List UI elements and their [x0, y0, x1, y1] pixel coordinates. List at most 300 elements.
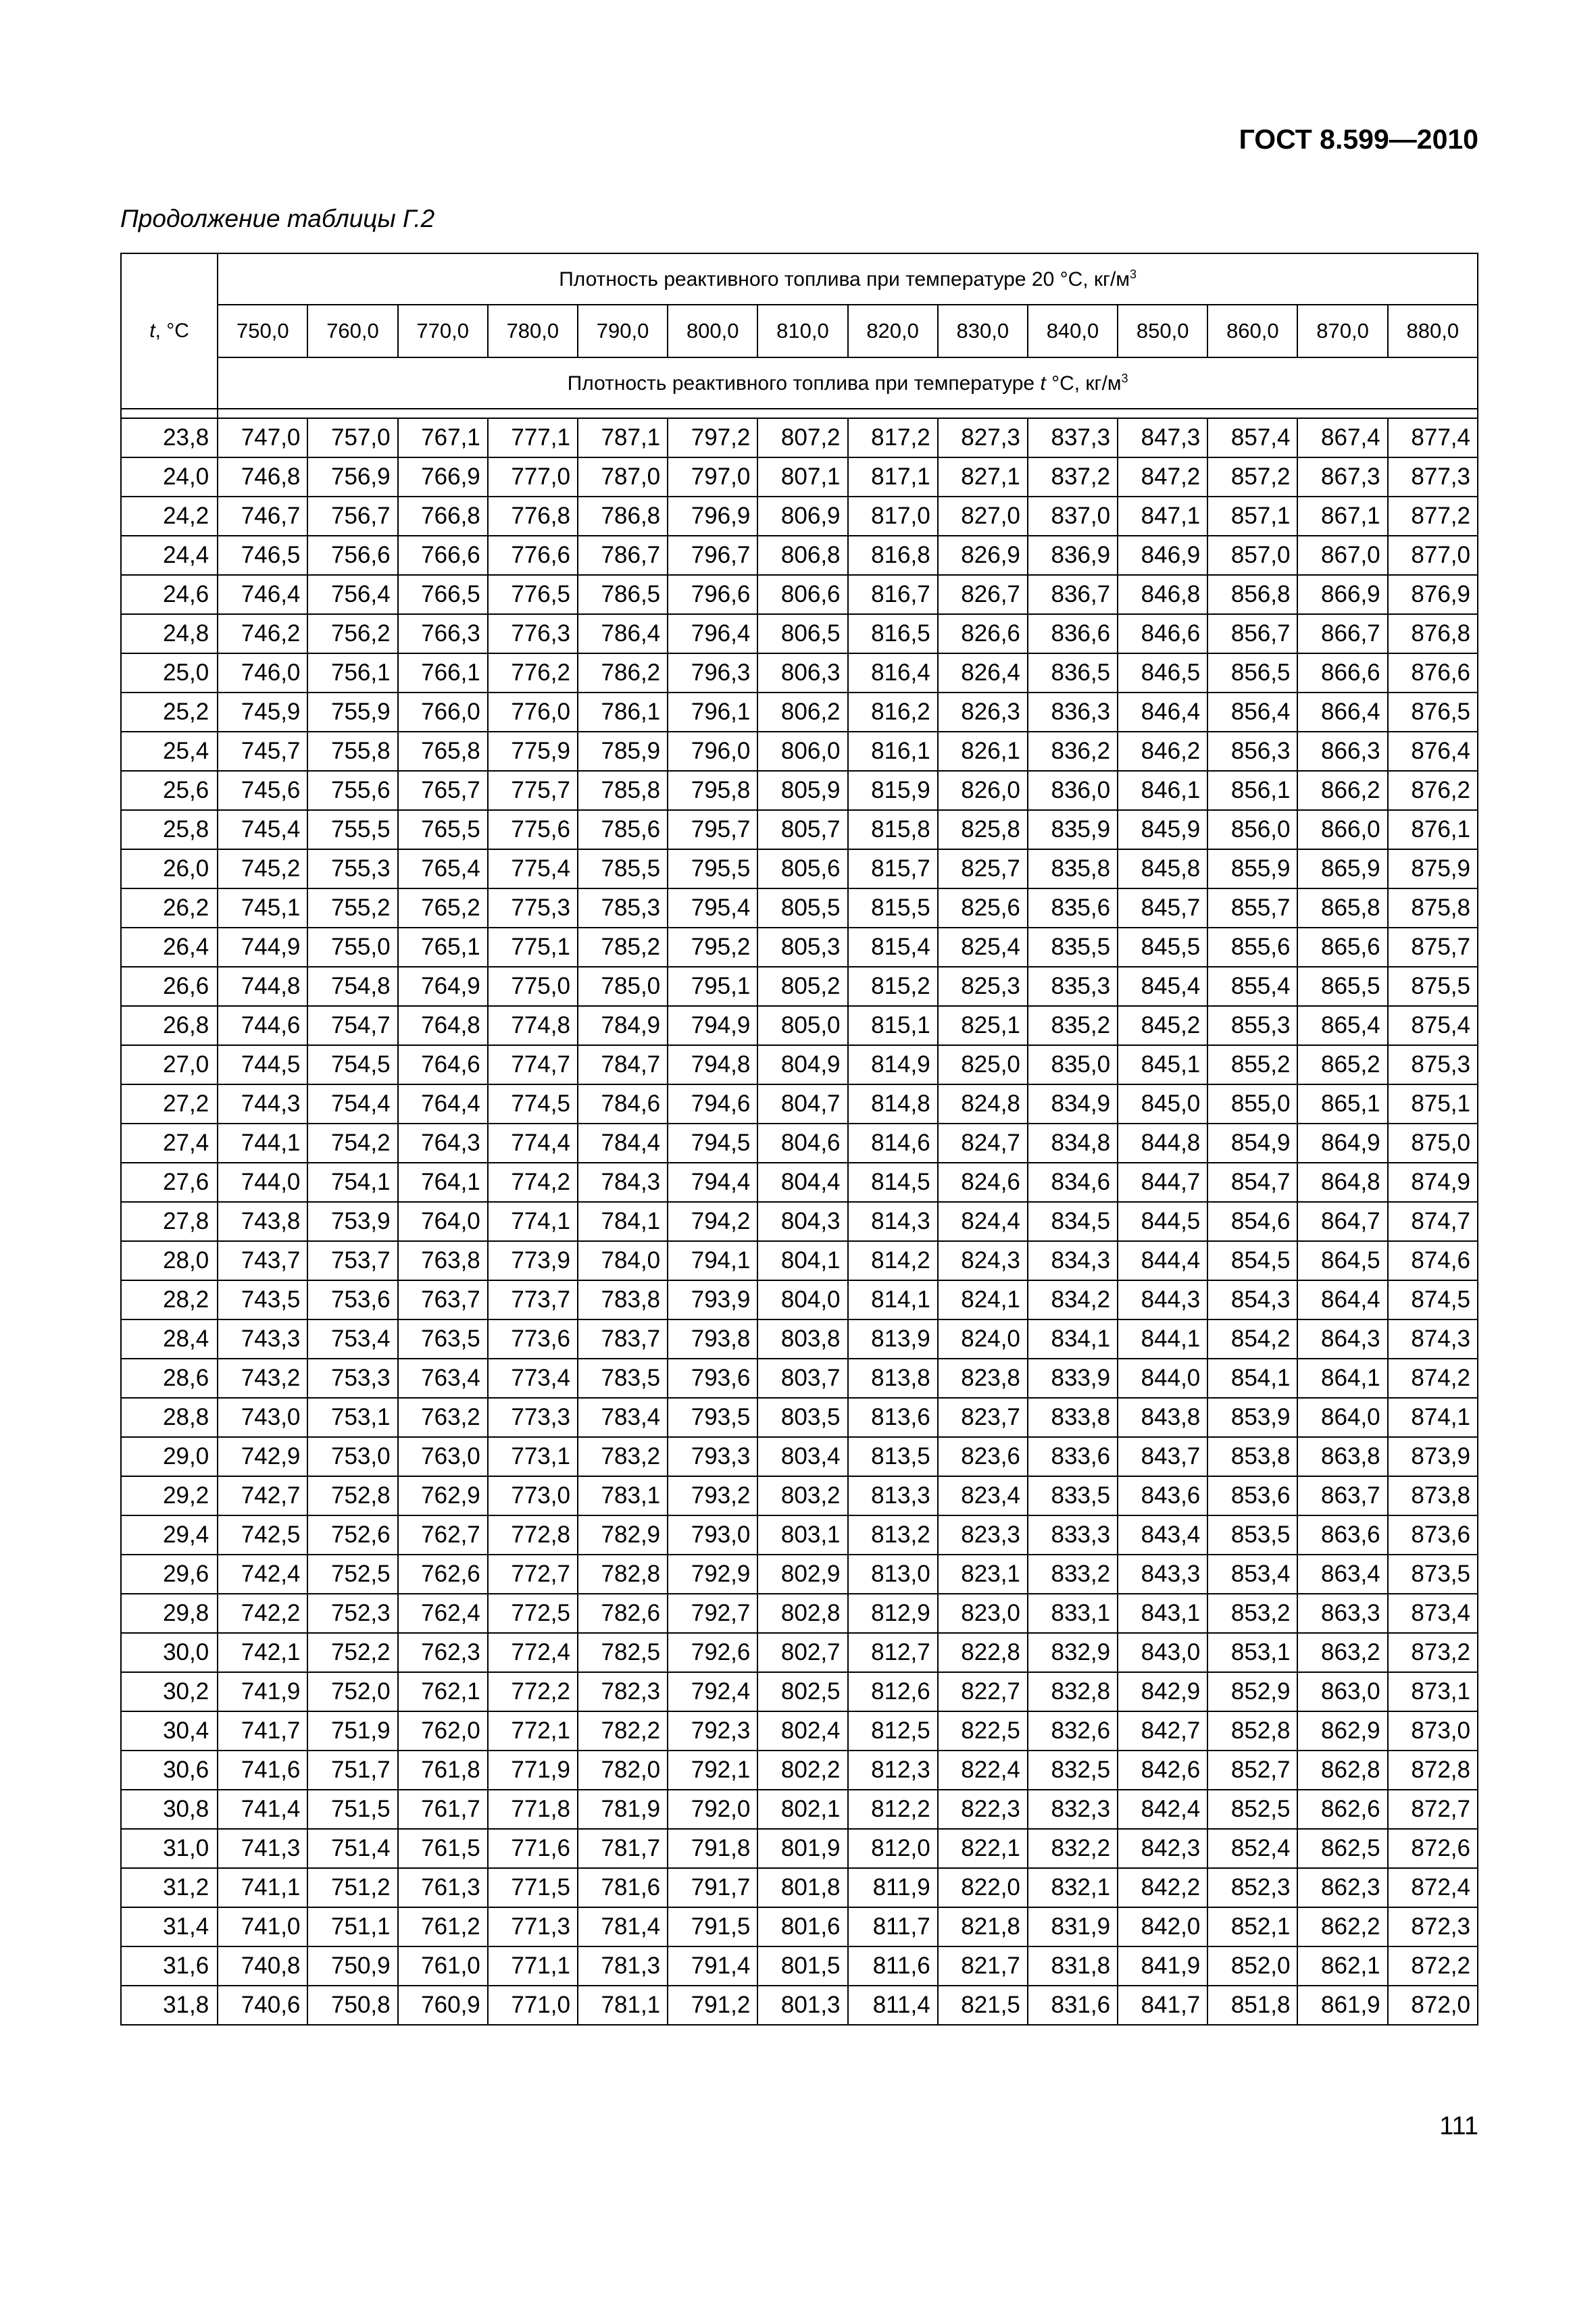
density-cell: 836,7 [1028, 575, 1118, 614]
temperature-cell: 30,8 [121, 1790, 218, 1829]
density-cell: 854,1 [1207, 1359, 1297, 1398]
density-cell: 826,6 [938, 614, 1028, 653]
density-cell: 833,9 [1028, 1359, 1118, 1398]
density-cell: 855,2 [1207, 1045, 1297, 1084]
density-cell: 814,9 [848, 1045, 938, 1084]
temperature-cell: 25,6 [121, 771, 218, 810]
density-cell: 776,5 [488, 575, 578, 614]
density-cell: 823,4 [938, 1476, 1028, 1515]
density-cell: 741,7 [218, 1711, 307, 1751]
density-cell: 874,7 [1388, 1202, 1478, 1241]
density-cell: 767,1 [398, 418, 488, 457]
density-cell: 781,6 [578, 1868, 668, 1907]
density-cell: 854,9 [1207, 1124, 1297, 1163]
density-cell: 866,7 [1297, 614, 1387, 653]
density-cell: 745,1 [218, 888, 307, 928]
temperature-cell: 31,2 [121, 1868, 218, 1907]
table-row [121, 1829, 1478, 1868]
table-row [121, 1711, 1478, 1751]
density-cell: 785,3 [578, 888, 668, 928]
density-cell: 866,3 [1297, 732, 1387, 771]
density-cell: 826,9 [938, 536, 1028, 575]
temperature-cell: 25,2 [121, 693, 218, 732]
density-cell: 815,9 [848, 771, 938, 810]
density-cell: 751,7 [307, 1751, 397, 1790]
table-row [121, 536, 1478, 575]
density-cell: 827,3 [938, 418, 1028, 457]
density-cell: 772,4 [488, 1633, 578, 1672]
density-cell: 876,8 [1388, 614, 1478, 653]
density-cell: 745,9 [218, 693, 307, 732]
density-cell: 842,6 [1118, 1751, 1207, 1790]
density-cell: 816,4 [848, 653, 938, 693]
table-row [121, 1045, 1478, 1084]
density-cell: 824,7 [938, 1124, 1028, 1163]
density-cell: 772,7 [488, 1555, 578, 1594]
density-cell: 803,8 [757, 1319, 847, 1359]
density-cell: 783,1 [578, 1476, 668, 1515]
density-cell: 836,9 [1028, 536, 1118, 575]
density-cell: 832,9 [1028, 1633, 1118, 1672]
table-row [121, 1672, 1478, 1711]
density-cell: 773,7 [488, 1280, 578, 1319]
temperature-cell: 26,2 [121, 888, 218, 928]
temperature-cell: 28,4 [121, 1319, 218, 1359]
density-cell: 816,1 [848, 732, 938, 771]
density-cell: 844,7 [1118, 1163, 1207, 1202]
density-cell: 832,3 [1028, 1790, 1118, 1829]
header-row-top [121, 253, 1478, 305]
density-cell: 805,2 [757, 967, 847, 1006]
density-cell: 865,2 [1297, 1045, 1387, 1084]
density-cell: 805,9 [757, 771, 847, 810]
density-cell: 753,0 [307, 1437, 397, 1476]
density-cell: 786,5 [578, 575, 668, 614]
density-cell: 833,1 [1028, 1594, 1118, 1633]
density-cell: 815,1 [848, 1006, 938, 1045]
header-density-t: Плотность реактивного топлива при температуре t °С, $кг/м^3$ [218, 357, 1478, 409]
density-cell: 752,8 [307, 1476, 397, 1515]
density-cell: 876,9 [1388, 575, 1478, 614]
density-cell: 771,0 [488, 1986, 578, 2025]
density-cell: 785,0 [578, 967, 668, 1006]
column-header: 860,0 [1207, 305, 1297, 357]
density-cell: 751,9 [307, 1711, 397, 1751]
density-cell: 862,5 [1297, 1829, 1387, 1868]
density-cell: 846,8 [1118, 575, 1207, 614]
density-cell: 806,6 [757, 575, 847, 614]
density-cell: 746,7 [218, 497, 307, 536]
density-cell: 855,7 [1207, 888, 1297, 928]
density-cell: 844,0 [1118, 1359, 1207, 1398]
density-cell: 774,5 [488, 1084, 578, 1124]
density-cell: 867,1 [1297, 497, 1387, 536]
column-header: 800,0 [668, 305, 757, 357]
density-cell: 823,7 [938, 1398, 1028, 1437]
density-cell: 834,6 [1028, 1163, 1118, 1202]
header-row-columns [121, 305, 1478, 357]
density-cell: 852,1 [1207, 1907, 1297, 1946]
temperature-cell: 30,2 [121, 1672, 218, 1711]
temperature-column-header: t, °C [121, 253, 218, 409]
density-cell: 865,9 [1297, 849, 1387, 888]
density-cell: 744,8 [218, 967, 307, 1006]
density-cell: 807,2 [757, 418, 847, 457]
density-cell: 766,6 [398, 536, 488, 575]
density-cell: 774,1 [488, 1202, 578, 1241]
density-cell: 771,6 [488, 1829, 578, 1868]
density-cell: 783,7 [578, 1319, 668, 1359]
density-cell: 761,7 [398, 1790, 488, 1829]
density-cell: 825,6 [938, 888, 1028, 928]
density-cell: 875,1 [1388, 1084, 1478, 1124]
density-cell: 816,2 [848, 693, 938, 732]
density-cell: 782,5 [578, 1633, 668, 1672]
density-cell: 792,1 [668, 1751, 757, 1790]
density-cell: 764,1 [398, 1163, 488, 1202]
density-cell: 837,3 [1028, 418, 1118, 457]
density-cell: 826,4 [938, 653, 1028, 693]
density-cell: 826,0 [938, 771, 1028, 810]
column-header: 780,0 [488, 305, 578, 357]
density-cell: 855,4 [1207, 967, 1297, 1006]
density-cell: 824,4 [938, 1202, 1028, 1241]
density-cell: 787,1 [578, 418, 668, 457]
density-cell: 773,0 [488, 1476, 578, 1515]
page-number: 111 [1439, 2112, 1478, 2140]
density-cell: 773,9 [488, 1241, 578, 1280]
density-cell: 745,7 [218, 732, 307, 771]
density-cell: 863,7 [1297, 1476, 1387, 1515]
density-cell: 744,6 [218, 1006, 307, 1045]
density-cell: 774,8 [488, 1006, 578, 1045]
density-cell: 742,1 [218, 1633, 307, 1672]
temperature-cell: 24,0 [121, 457, 218, 497]
density-cell: 867,3 [1297, 457, 1387, 497]
density-cell: 853,6 [1207, 1476, 1297, 1515]
density-cell: 811,6 [848, 1946, 938, 1986]
density-cell: 811,4 [848, 1986, 938, 2025]
density-cell: 834,8 [1028, 1124, 1118, 1163]
density-cell: 842,7 [1118, 1711, 1207, 1751]
density-cell: 824,8 [938, 1084, 1028, 1124]
density-cell: 794,5 [668, 1124, 757, 1163]
density-cell: 754,8 [307, 967, 397, 1006]
density-cell: 852,7 [1207, 1751, 1297, 1790]
density-cell: 784,9 [578, 1006, 668, 1045]
table-row [121, 1515, 1478, 1555]
density-cell: 782,2 [578, 1711, 668, 1751]
density-cell: 771,8 [488, 1790, 578, 1829]
density-cell: 807,1 [757, 457, 847, 497]
density-cell: 837,0 [1028, 497, 1118, 536]
density-cell: 791,8 [668, 1829, 757, 1868]
density-cell: 873,8 [1388, 1476, 1478, 1515]
density-cell: 826,3 [938, 693, 1028, 732]
density-cell: 853,4 [1207, 1555, 1297, 1594]
density-cell: 856,7 [1207, 614, 1297, 653]
density-cell: 875,3 [1388, 1045, 1478, 1084]
density-cell: 876,2 [1388, 771, 1478, 810]
density-cell: 804,3 [757, 1202, 847, 1241]
density-cell: 775,7 [488, 771, 578, 810]
density-cell: 772,2 [488, 1672, 578, 1711]
density-cell: 785,5 [578, 849, 668, 888]
density-cell: 740,6 [218, 1986, 307, 2025]
density-cell: 863,8 [1297, 1437, 1387, 1476]
table-row [121, 967, 1478, 1006]
density-cell: 845,7 [1118, 888, 1207, 928]
density-cell: 836,5 [1028, 653, 1118, 693]
density-cell: 822,8 [938, 1633, 1028, 1672]
density-cell: 766,1 [398, 653, 488, 693]
density-cell: 746,2 [218, 614, 307, 653]
density-cell: 814,6 [848, 1124, 938, 1163]
density-cell: 782,3 [578, 1672, 668, 1711]
density-cell: 852,3 [1207, 1868, 1297, 1907]
density-cell: 842,4 [1118, 1790, 1207, 1829]
density-cell: 823,8 [938, 1359, 1028, 1398]
density-cell: 774,7 [488, 1045, 578, 1084]
density-cell: 877,3 [1388, 457, 1478, 497]
density-cell: 801,5 [757, 1946, 847, 1986]
density-cell: 865,6 [1297, 928, 1387, 967]
temperature-cell: 30,6 [121, 1751, 218, 1790]
density-cell: 753,7 [307, 1241, 397, 1280]
density-cell: 771,1 [488, 1946, 578, 1986]
temperature-cell: 28,6 [121, 1359, 218, 1398]
density-cell: 876,4 [1388, 732, 1478, 771]
density-cell: 852,9 [1207, 1672, 1297, 1711]
density-cell: 801,6 [757, 1907, 847, 1946]
density-cell: 793,5 [668, 1398, 757, 1437]
temperature-cell: 31,8 [121, 1986, 218, 2025]
density-cell: 805,3 [757, 928, 847, 967]
density-cell: 863,4 [1297, 1555, 1387, 1594]
density-cell: 802,5 [757, 1672, 847, 1711]
temperature-cell: 23,8 [121, 418, 218, 457]
density-cell: 875,9 [1388, 849, 1478, 888]
density-cell: 874,3 [1388, 1319, 1478, 1359]
density-cell: 812,5 [848, 1711, 938, 1751]
density-cell: 866,6 [1297, 653, 1387, 693]
density-cell: 766,0 [398, 693, 488, 732]
density-cell: 744,3 [218, 1084, 307, 1124]
density-cell: 786,4 [578, 614, 668, 653]
density-cell: 755,8 [307, 732, 397, 771]
density-cell: 804,7 [757, 1084, 847, 1124]
table-row [121, 1319, 1478, 1359]
density-cell: 864,8 [1297, 1163, 1387, 1202]
density-cell: 852,5 [1207, 1790, 1297, 1829]
density-cell: 857,0 [1207, 536, 1297, 575]
table-row [121, 888, 1478, 928]
table-row [121, 1986, 1478, 2025]
density-cell: 760,9 [398, 1986, 488, 2025]
temperature-cell: 30,0 [121, 1633, 218, 1672]
density-cell: 783,5 [578, 1359, 668, 1398]
density-cell: 795,7 [668, 810, 757, 849]
table-row [121, 1751, 1478, 1790]
density-cell: 864,5 [1297, 1241, 1387, 1280]
density-cell: 764,4 [398, 1084, 488, 1124]
density-cell: 845,9 [1118, 810, 1207, 849]
density-cell: 811,9 [848, 1868, 938, 1907]
density-cell: 844,3 [1118, 1280, 1207, 1319]
density-cell: 833,2 [1028, 1555, 1118, 1594]
density-cell: 831,9 [1028, 1907, 1118, 1946]
density-cell: 751,5 [307, 1790, 397, 1829]
density-cell: 793,3 [668, 1437, 757, 1476]
density-cell: 843,3 [1118, 1555, 1207, 1594]
density-cell: 775,4 [488, 849, 578, 888]
density-cell: 765,8 [398, 732, 488, 771]
density-cell: 825,0 [938, 1045, 1028, 1084]
density-cell: 753,6 [307, 1280, 397, 1319]
table-row [121, 928, 1478, 967]
density-cell: 846,6 [1118, 614, 1207, 653]
density-cell: 835,0 [1028, 1045, 1118, 1084]
density-cell: 841,7 [1118, 1986, 1207, 2025]
density-cell: 801,8 [757, 1868, 847, 1907]
density-cell: 874,1 [1388, 1398, 1478, 1437]
temperature-cell: 27,0 [121, 1045, 218, 1084]
density-cell: 823,6 [938, 1437, 1028, 1476]
density-cell: 804,1 [757, 1241, 847, 1280]
density-cell: 765,7 [398, 771, 488, 810]
density-cell: 757,0 [307, 418, 397, 457]
temperature-cell: 25,8 [121, 810, 218, 849]
density-cell: 762,9 [398, 1476, 488, 1515]
density-cell: 784,6 [578, 1084, 668, 1124]
density-cell: 801,3 [757, 1986, 847, 2025]
density-cell: 803,4 [757, 1437, 847, 1476]
density-cell: 745,6 [218, 771, 307, 810]
density-cell: 806,8 [757, 536, 847, 575]
density-cell: 772,8 [488, 1515, 578, 1555]
temperature-cell: 24,8 [121, 614, 218, 653]
density-cell: 846,1 [1118, 771, 1207, 810]
density-cell: 773,1 [488, 1437, 578, 1476]
temperature-cell: 28,0 [121, 1241, 218, 1280]
temperature-cell: 29,8 [121, 1594, 218, 1633]
density-cell: 806,9 [757, 497, 847, 536]
density-cell: 763,0 [398, 1437, 488, 1476]
header-gap-row [121, 409, 1478, 418]
density-cell: 843,6 [1118, 1476, 1207, 1515]
density-cell: 775,3 [488, 888, 578, 928]
density-cell: 775,1 [488, 928, 578, 967]
density-cell: 876,1 [1388, 810, 1478, 849]
density-cell: 752,2 [307, 1633, 397, 1672]
density-cell: 813,5 [848, 1437, 938, 1476]
density-cell: 874,2 [1388, 1359, 1478, 1398]
density-cell: 787,0 [578, 457, 668, 497]
density-cell: 763,8 [398, 1241, 488, 1280]
density-cell: 743,0 [218, 1398, 307, 1437]
density-cell: 752,5 [307, 1555, 397, 1594]
density-cell: 865,5 [1297, 967, 1387, 1006]
table-row [121, 575, 1478, 614]
density-cell: 755,3 [307, 849, 397, 888]
density-cell: 782,9 [578, 1515, 668, 1555]
density-cell: 815,8 [848, 810, 938, 849]
column-header: 770,0 [398, 305, 488, 357]
density-cell: 793,0 [668, 1515, 757, 1555]
density-cell: 825,7 [938, 849, 1028, 888]
table-row [121, 732, 1478, 771]
density-cell: 792,4 [668, 1672, 757, 1711]
density-cell: 744,1 [218, 1124, 307, 1163]
density-cell: 873,2 [1388, 1633, 1478, 1672]
density-cell: 844,1 [1118, 1319, 1207, 1359]
density-cell: 792,0 [668, 1790, 757, 1829]
density-cell: 806,0 [757, 732, 847, 771]
density-cell: 844,4 [1118, 1241, 1207, 1280]
density-cell: 822,4 [938, 1751, 1028, 1790]
density-cell: 852,4 [1207, 1829, 1297, 1868]
density-cell: 742,5 [218, 1515, 307, 1555]
density-cell: 832,1 [1028, 1868, 1118, 1907]
temperature-cell: 29,4 [121, 1515, 218, 1555]
column-header: 810,0 [757, 305, 847, 357]
density-cell: 756,9 [307, 457, 397, 497]
density-cell: 755,5 [307, 810, 397, 849]
density-cell: 834,1 [1028, 1319, 1118, 1359]
density-cell: 874,6 [1388, 1241, 1478, 1280]
density-cell: 784,1 [578, 1202, 668, 1241]
density-cell: 777,0 [488, 457, 578, 497]
density-cell: 794,9 [668, 1006, 757, 1045]
density-cell: 864,1 [1297, 1359, 1387, 1398]
density-cell: 842,3 [1118, 1829, 1207, 1868]
density-cell: 863,2 [1297, 1633, 1387, 1672]
density-cell: 846,9 [1118, 536, 1207, 575]
density-cell: 756,1 [307, 653, 397, 693]
density-cell: 746,8 [218, 457, 307, 497]
density-cell: 852,0 [1207, 1946, 1297, 1986]
density-cell: 803,5 [757, 1398, 847, 1437]
density-cell: 824,6 [938, 1163, 1028, 1202]
table-row [121, 653, 1478, 693]
density-cell: 843,1 [1118, 1594, 1207, 1633]
density-cell: 814,3 [848, 1202, 938, 1241]
density-cell: 805,0 [757, 1006, 847, 1045]
density-cell: 856,5 [1207, 653, 1297, 693]
density-cell: 761,2 [398, 1907, 488, 1946]
density-cell: 856,1 [1207, 771, 1297, 810]
density-cell: 845,5 [1118, 928, 1207, 967]
density-cell: 812,6 [848, 1672, 938, 1711]
density-cell: 866,0 [1297, 810, 1387, 849]
density-cell: 793,8 [668, 1319, 757, 1359]
table-row [121, 1555, 1478, 1594]
density-cell: 742,7 [218, 1476, 307, 1515]
density-cell: 846,2 [1118, 732, 1207, 771]
table-row [121, 1241, 1478, 1280]
temperature-cell: 31,0 [121, 1829, 218, 1868]
density-cell: 796,4 [668, 614, 757, 653]
density-cell: 793,6 [668, 1359, 757, 1398]
density-cell: 855,9 [1207, 849, 1297, 888]
density-cell: 784,3 [578, 1163, 668, 1202]
density-cell: 776,0 [488, 693, 578, 732]
density-cell: 744,9 [218, 928, 307, 967]
density-cell: 762,1 [398, 1672, 488, 1711]
density-cell: 791,7 [668, 1868, 757, 1907]
density-cell: 785,9 [578, 732, 668, 771]
density-cell: 866,9 [1297, 575, 1387, 614]
